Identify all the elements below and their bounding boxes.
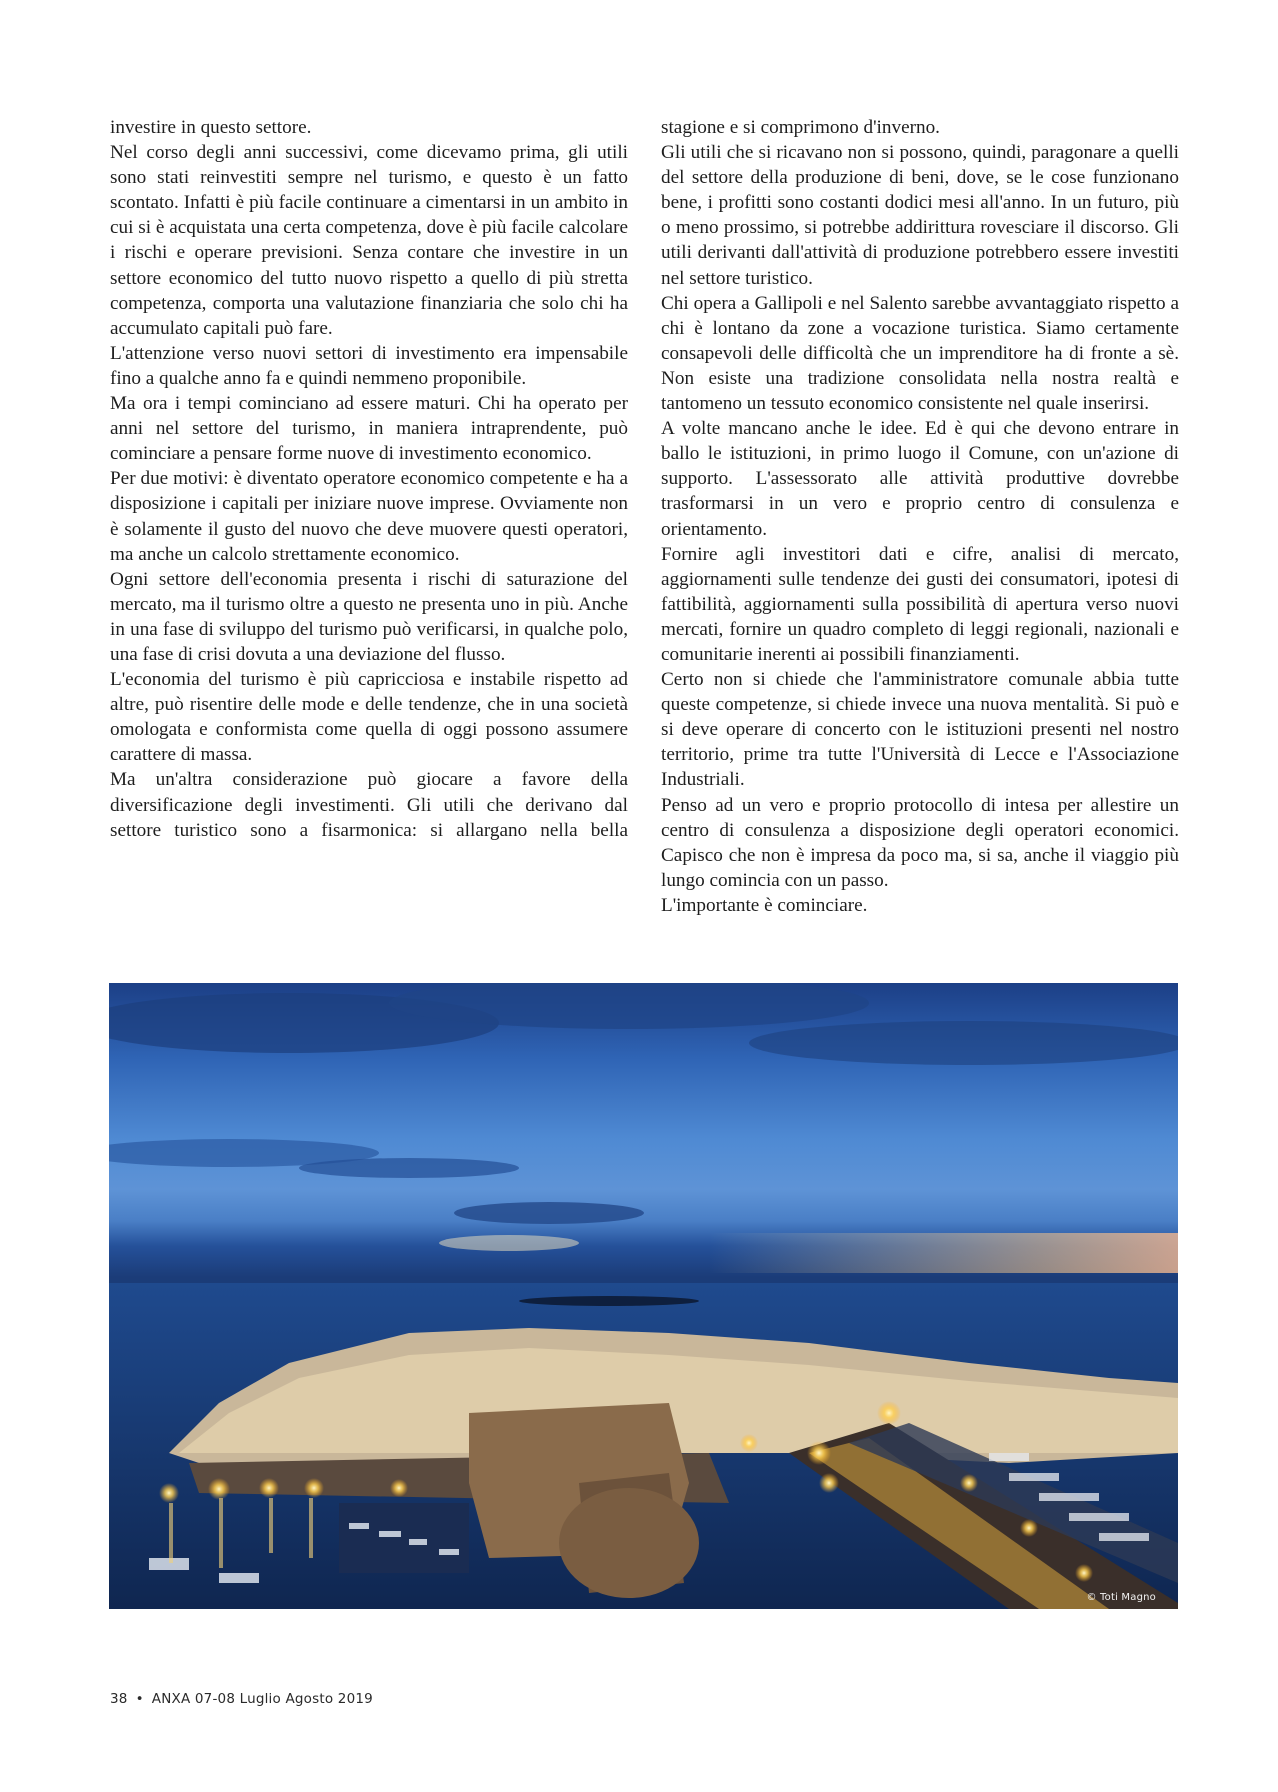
photo-illustration [109, 983, 1178, 1609]
article-column-left [110, 115, 628, 843]
page-footer [110, 1691, 373, 1707]
article-column-right [661, 115, 1179, 918]
paragraph: Penso ad un vero e proprio protocollo di intesa per allestire un centro di consulenza a disposizione degli operatori economici. Capisco che non è impresa da poco ma, si sa, anche il viaggio più lungo comincia con un passo. [661, 794, 1179, 891]
paragraph: Certo non si chiede che l'amministratore comunale abbia tutte queste competenze, si chiede invece una nuova mentalità. Si può e si deve operare di concerto con le istituzioni presenti nel nostro territorio, prime tra tutte l'Università di Lecce e l'Associazione Industriali. [661, 669, 1179, 791]
paragraph: L'importante è cominciare. [661, 894, 868, 916]
paragraph: L'attenzione verso nuovi settori di investimento era impensabile fino a qualche anno fa e quindi nemmeno proponibile. [110, 342, 628, 389]
paragraph: Ma un'altra considerazione può giocare a favore della diversificazione degli investimenti. Gli utili che derivano dal settore turistico sono a fisarmonica: si allargano nella bella [110, 769, 628, 841]
paragraph: stagione e si comprimono d'inverno. [661, 117, 940, 138]
gallipoli-night-photo [109, 983, 1178, 1609]
photo-credit: © Toti Magno [1086, 1592, 1156, 1603]
paragraph: A volte mancano anche le idee. Ed è qui che devono entrare in ballo le istituzioni, in primo luogo il Comune, con un'azione di supporto. L'assessorato alle attività produttive dovrebbe trasformarsi in un vero e proprio centro di consulenza e orientamento. [661, 418, 1179, 540]
paragraph: Per due motivi: è diventato operatore economico competente e ha a disposizione i capitali per iniziare nuove imprese. Ovviamente non è solamente il gusto del nuovo che deve muovere questi operatori, ma anche un calcolo strettamente economico. [110, 468, 628, 565]
paragraph: investire in questo settore. [110, 117, 312, 138]
paragraph: Chi opera a Gallipoli e nel Salento sarebbe avvantaggiato rispetto a chi è lontano da zone a vocazione turistica. Siamo certamente consapevoli delle difficoltà che un imprenditore ha di fronte a sè. Non esiste una tradizione consolidata nella nostra realtà e tantomeno un tessuto economico consistente nel quale inserirsi. [661, 292, 1179, 415]
page-number: 38 [110, 1691, 128, 1707]
paragraph: Ogni settore dell'economia presenta i rischi di saturazione del mercato, ma il turismo oltre a questo ne presenta uno in più. Anche in una fase di sviluppo del turismo può verificarsi, in qualche polo, una fase di crisi dovuta a una deviazione del flusso. [110, 568, 628, 665]
paragraph: Nel corso degli anni successivi, come dicevamo prima, gli utili sono stati reinvestiti sempre nel turismo, e questo è un fatto scontato. Infatti è più facile continuare a cimentarsi in un ambito in cui si è acquistata una certa competenza, dove è più facile calcolare i rischi e operare previsioni. Senza contare che investire in un settore economico del tutto nuovo rispetto a quello di più stretta competenza, comporta una valutazione finanziaria che solo chi ha accumulato capitali può fare. [110, 142, 628, 339]
paragraph: Fornire agli investitori dati e cifre, analisi di mercato, aggiornamenti sulle tendenze dei gusti dei consumatori, ipotesi di fattibilità, aggiornamenti sulla possibilità di apertura verso nuovi mercati, fornire un quadro completo di leggi regionali, nazionali e comunitarie inerenti ai possibili finanziamenti. [661, 543, 1179, 665]
paragraph: Ma ora i tempi cominciano ad essere maturi. Chi ha operato per anni nel settore del turismo, in maniera intraprendente, può cominciare a pensare forme nuove di investimento economico. [110, 393, 628, 465]
paragraph: L'economia del turismo è più capricciosa e instabile rispetto ad altre, può risentire delle mode e delle tendenze, che in una società omologata e conformista come quella di oggi possono assumere carattere di massa. [110, 669, 628, 766]
bullet-separator: • [135, 1691, 144, 1707]
paragraph: Gli utili che si ricavano non si possono, quindi, paragonare a quelli del settore della produzione di beni, dove, se le cose funzionano bene, i profitti sono costanti dodici mesi all'anno. In un futuro, più o meno prossimo, si potrebbe addirittura rovesciare il discorso. Gli utili derivanti dall'attività di produzione potrebbero essere investiti nel settore turistico. [661, 142, 1179, 289]
publication-issue: ANXA 07-08 Luglio Agosto 2019 [151, 1691, 373, 1707]
